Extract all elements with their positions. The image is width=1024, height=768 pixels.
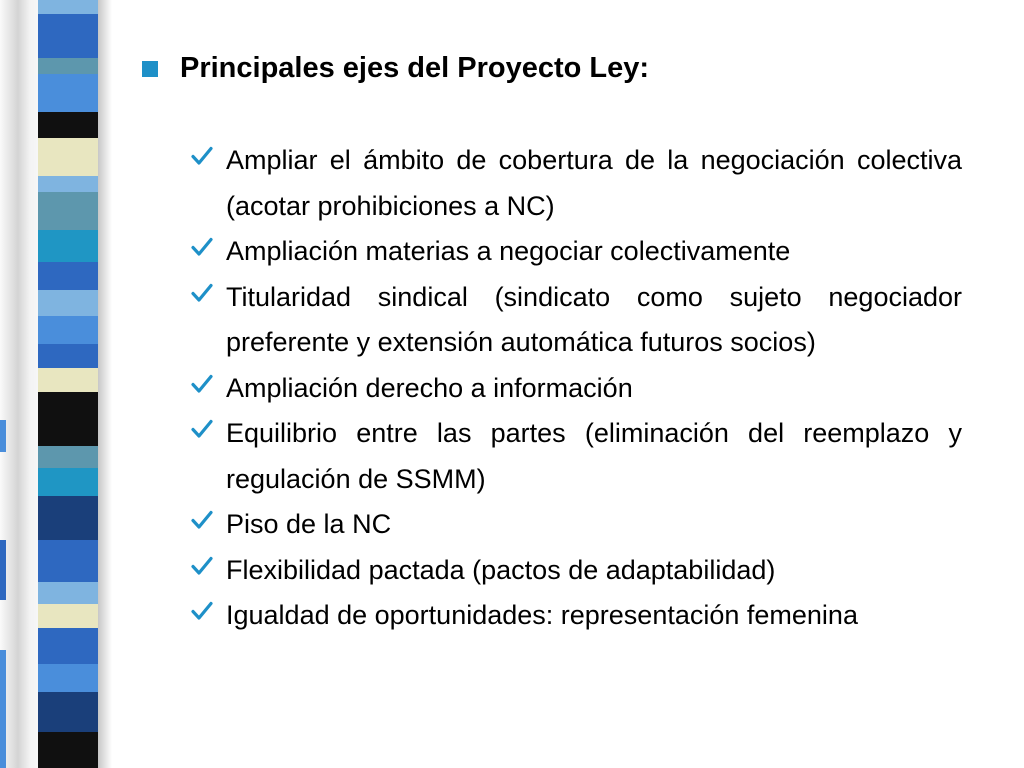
list-item-text: Piso de la NC bbox=[226, 509, 392, 539]
checkmark-icon bbox=[190, 411, 226, 441]
list-item bbox=[190, 229, 962, 275]
list-item-text: Titularidad sindical (sindicato como sujeto negociador preferente y extensión automática futuros socios) bbox=[226, 281, 962, 357]
thin-edge-strip bbox=[0, 0, 6, 768]
list-item-text: Flexibilidad pactada (pactos de adaptabilidad) bbox=[226, 554, 776, 585]
checkmark-icon bbox=[190, 593, 226, 623]
list-item-text: Ampliación materias a negociar colectivamente bbox=[226, 236, 791, 266]
list-item bbox=[190, 366, 962, 412]
slide-heading bbox=[142, 52, 649, 85]
list-item bbox=[190, 275, 962, 366]
list-item-text: Equilibrio entre las partes (eliminación del reemplazo y regulación de SSMM) bbox=[226, 418, 962, 494]
checkmark-icon bbox=[190, 138, 226, 168]
decorative-sidebar bbox=[0, 0, 120, 768]
mosaic-strip bbox=[38, 0, 98, 768]
list-item bbox=[190, 411, 962, 502]
checkmark-icon bbox=[190, 502, 226, 532]
checkmark-icon bbox=[190, 366, 226, 396]
strip-shadow bbox=[98, 0, 112, 768]
list-item-text: Igualdad de oportunidades: representación femenina bbox=[226, 600, 858, 630]
list-item-text: Ampliar el ámbito de cobertura de la negociación colectiva (acotar prohibiciones a NC) bbox=[226, 145, 962, 221]
list-item bbox=[190, 548, 962, 594]
list-item-text: Ampliación derecho a información bbox=[226, 372, 633, 403]
bullet-list bbox=[190, 138, 962, 639]
list-item bbox=[190, 138, 962, 229]
checkmark-icon bbox=[190, 548, 226, 578]
list-item bbox=[190, 593, 962, 639]
checkmark-icon bbox=[190, 229, 226, 259]
list-item bbox=[190, 502, 962, 548]
checkmark-icon bbox=[190, 275, 226, 305]
square-bullet-icon bbox=[142, 61, 158, 77]
slide-title: Principales ejes del Proyecto Ley: bbox=[180, 52, 650, 84]
